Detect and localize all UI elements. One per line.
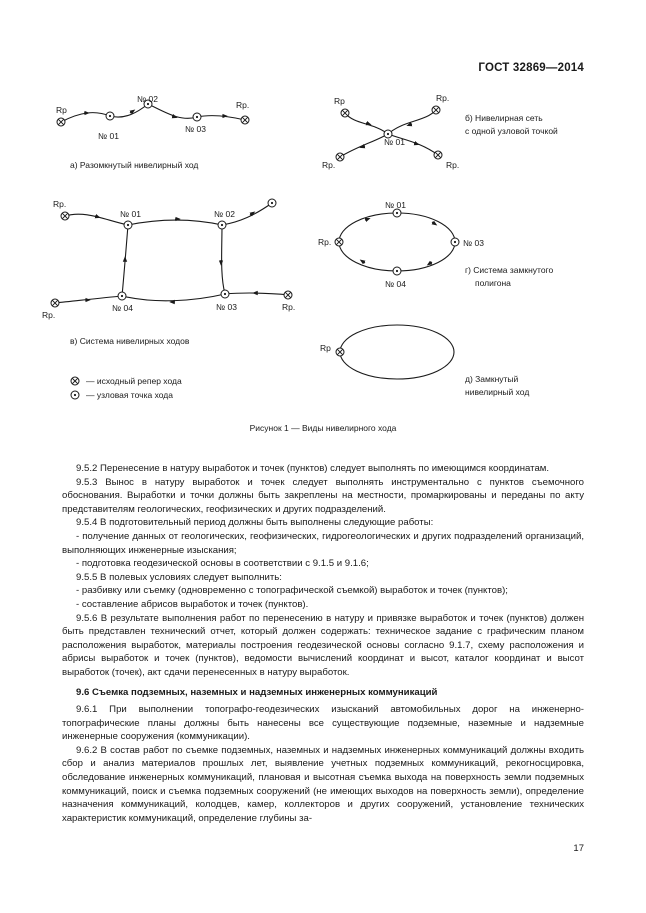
panel-g-caption: полигона <box>475 278 511 288</box>
paragraph-9-5-4: 9.5.4 В подготовительный период должны быть выполнены следующие работы: <box>76 517 434 529</box>
paragraph-9-5-5: 9.5.5 В полевых условиях следует выполнить: <box>76 571 282 583</box>
panel-a-open-traverse <box>61 104 245 122</box>
label-point-02: № 02 <box>137 94 158 104</box>
paragraph-9-6-1: 9.6.1 При выполнении топографо-геодезических изысканий автомобильных дорог на инженерно-топографические планы должны быть нанесены все существующие подземные, наземные и надземные инженерные сооружения (коммуникации). <box>62 704 584 743</box>
node-point-icon <box>393 267 401 275</box>
benchmark-icon <box>61 212 69 220</box>
panel-g-polygon <box>339 213 455 271</box>
panel-d-closed-traverse <box>340 325 454 379</box>
benchmark-icon <box>241 116 249 124</box>
label-rp: Rp. <box>322 160 336 170</box>
node-point-icon <box>193 113 201 121</box>
benchmark-icon <box>432 106 440 114</box>
label-rp: Rp <box>334 96 345 106</box>
legend-node: — узловая точка хода <box>86 390 173 400</box>
label-point-03: № 03 <box>216 302 237 312</box>
figure-title: Рисунок 1 — Виды нивелирного хода <box>249 423 397 433</box>
benchmark-icon <box>434 151 442 159</box>
label-rp: Rp. <box>282 302 296 312</box>
label-point-02: № 02 <box>214 209 235 219</box>
label-rp: Rp. <box>318 237 332 247</box>
panel-g-caption: г) Система замкнутого <box>465 265 554 275</box>
label-rp: Rp. <box>436 93 450 103</box>
paragraph-9-6-2: 9.6.2 В состав работ по съемке подземных, наземных и надземных инженерных коммуникаций должны входить сбор и анализ материалов прошлых лет, выявление учетных подземных коммуникаций, рекогносцировка, обследование инженерных коммуникаций, плановая и высотная съемка выхода на поверхность земли подземных коммуникаций, поиск и съемка подземных сооружений (не имеющих выходов на поверхность земли), определение назначения коммуникаций, колодцев, камер, коллекторов и других сооружений, установление технических характеристик коммуникаций, определение глубины за- <box>62 744 584 824</box>
node-point-icon <box>106 112 114 120</box>
section-heading-9-6: 9.6 Съемка подземных, наземных и надземных инженерных коммуникаций <box>76 686 438 698</box>
page-number: 17 <box>573 843 584 854</box>
benchmark-icon <box>284 291 292 299</box>
list-item: - разбивку или съемку (одновременно с топографической съемкой) выработок и точек (пунктов); <box>76 585 508 597</box>
panel-v-system <box>55 203 290 303</box>
benchmark-icon <box>335 238 343 246</box>
list-item: - подготовка геодезической основы в соответствии с 9.1.5 и 9.1.6; <box>76 558 369 570</box>
node-point-icon <box>118 292 126 300</box>
node-point-icon <box>393 209 401 217</box>
label-point-01: № 01 <box>98 131 119 141</box>
figure-leveling-traverses <box>0 0 646 440</box>
label-point-01: № 01 <box>384 137 405 147</box>
benchmark-icon <box>57 118 65 126</box>
paragraph-9-5-3: 9.5.3 Вынос в натуру выработок и точек следует выполнять инструментально с пунктов съемочного обоснования. Выработки и точки должны быть закреплены на местности, промаркированы и переданы по акту представителям геологических, геофизических и других подразделений. <box>62 476 584 515</box>
label-point-04: № 04 <box>385 279 406 289</box>
node-point-icon <box>218 221 226 229</box>
panel-a-caption: а) Разомкнутый нивелирный ход <box>70 160 199 170</box>
label-rp: Rp. <box>53 199 67 209</box>
benchmark-icon <box>51 299 59 307</box>
label-point-01: № 01 <box>120 209 141 219</box>
label-point-03: № 03 <box>463 238 484 248</box>
paragraph-9-5-6: 9.5.6 В результате выполнения работ по перенесению в натуру и привязке выработок и точек (пунктов) должен быть представлен технический отчет, который должен содержать: техническое задание с графическим планом расположения выработок, материалы построения геодезической основы согласно 9.1.7, схему расположения и абрисы выработок и точек (пунктов), ведомости вычислений координат и высот, каталог координат и высот выработок (точек), акт сдачи перенесенных в натуру выработок. <box>62 612 584 678</box>
node-point-icon <box>71 391 79 399</box>
standard-number: ГОСТ 32869—2014 <box>478 62 584 74</box>
label-rp: Rp <box>56 105 67 115</box>
panel-d-caption: д) Замкнутый <box>465 374 519 384</box>
label-rp: Rp. <box>236 100 250 110</box>
benchmark-icon <box>336 348 344 356</box>
label-point-01: № 01 <box>385 200 406 210</box>
panel-d-caption: нивелирный ход <box>465 387 530 397</box>
label-point-03: № 03 <box>185 124 206 134</box>
panel-b-caption: б) Нивелирная сеть <box>465 113 543 123</box>
node-point-icon <box>268 199 276 207</box>
benchmark-icon <box>336 153 344 161</box>
benchmark-icon <box>341 109 349 117</box>
label-rp: Rp. <box>446 160 460 170</box>
legend-benchmark: — исходный репер хода <box>86 376 182 386</box>
label-rp: Rp <box>320 343 331 353</box>
list-item: - составление абрисов выработок и точек (пунктов). <box>76 598 309 610</box>
node-point-icon <box>451 238 459 246</box>
benchmark-icon <box>71 377 79 385</box>
body-text <box>62 462 584 825</box>
node-point-icon <box>221 290 229 298</box>
list-item: - получение данных от геологических, геофизических, гидрогеологических и других подразделений организаций, выполняющих инженерные изыскания; <box>62 530 584 556</box>
node-point-icon <box>124 221 132 229</box>
label-point-04: № 04 <box>112 303 133 313</box>
label-rp: Rp. <box>42 310 56 320</box>
paragraph-9-5-2: 9.5.2 Перенесение в натуру выработок и точек (пунктов) следует выполнять по имеющимся координатам. <box>76 463 550 474</box>
panel-b-caption: с одной узловой точкой <box>465 126 558 136</box>
panel-v-caption: в) Система нивелирных ходов <box>70 336 190 346</box>
